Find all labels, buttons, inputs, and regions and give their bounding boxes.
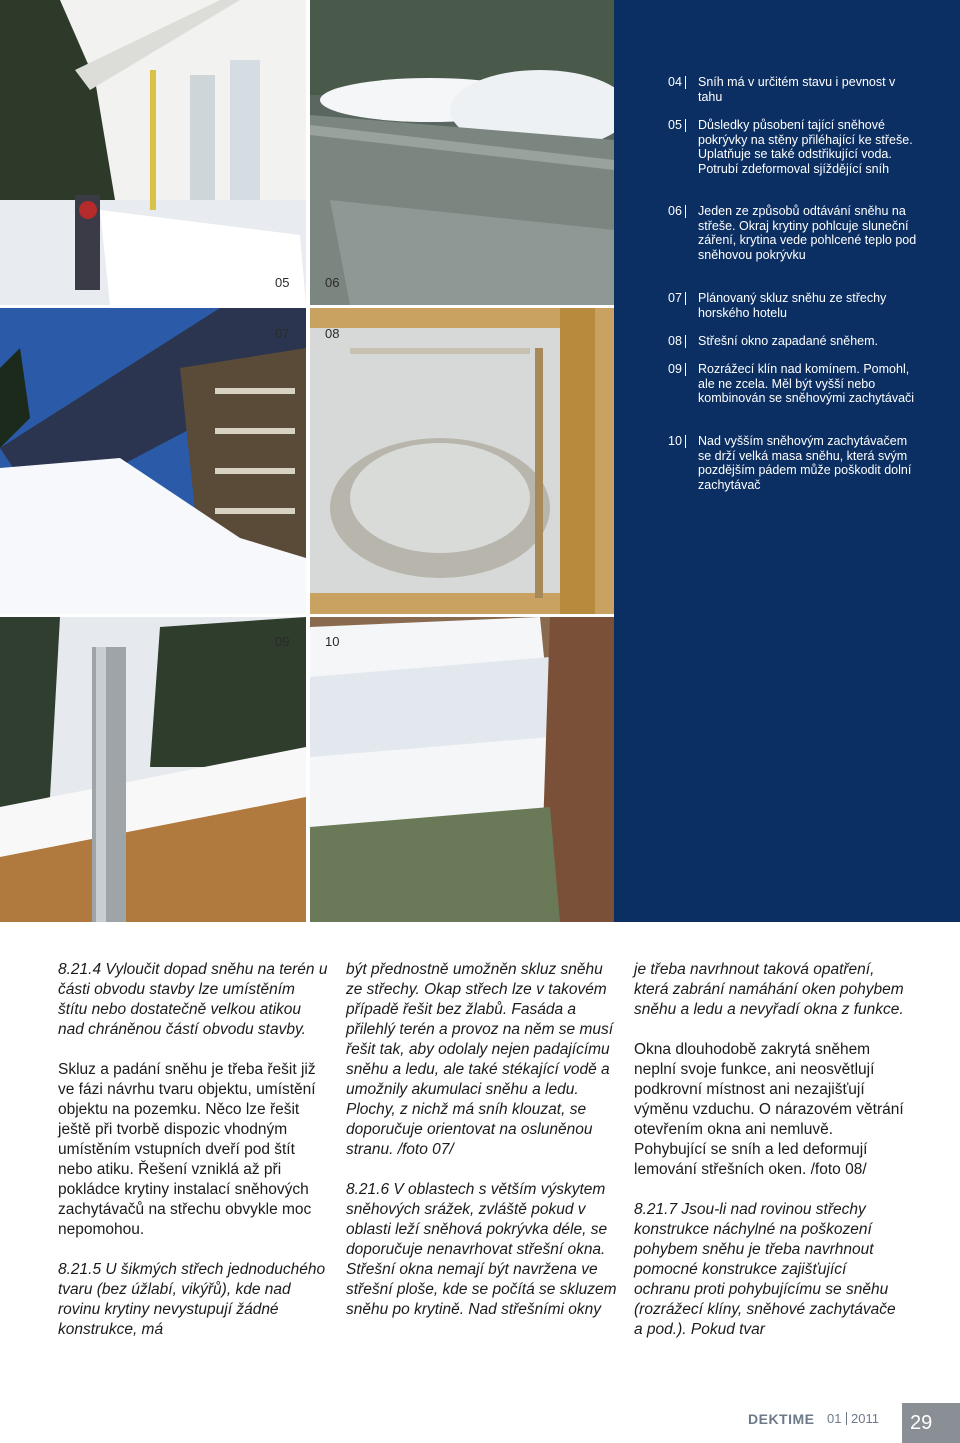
caption-09 [668,362,920,406]
caption-08 [668,334,920,349]
paragraph: 8.21.7 Jsou-li nad rovinou střechy konstrukce náchylné na poškození pohybem sněhu je třeba navrhnout pomocné konstrukce zajišťující ochranu proti pohybujícímu se sněhu (rozrážecí klíny, sněhové zachytávače a pod.). Pokud tvar [634,1201,896,1338]
paragraph: 8.21.5 U šikmých střech jednoduchého tvaru (bez úžlabí, vikýřů), kde nad rovinu krytiny nevystupují žádné konstrukce, má [58,1261,326,1338]
caption-number: 08 [668,334,696,349]
caption-text: Nad vyšším sněhovým zachytávačem se drží velká masa sněhu, která svým pozdějším pádem může poškodit dolní zachytávač [698,434,912,492]
caption-04 [668,75,920,104]
photo-07 [0,308,306,614]
photo-number-09: 09 [275,634,290,649]
caption-number: 04 [668,75,696,90]
photo-09 [0,617,306,922]
caption-text: Jeden ze způsobů odtávání sněhu na střeše. Okraj krytiny pohlcuje sluneční záření, krytina vede pohlcené teplo pod sněhovou pokrývku [698,204,917,262]
photo-08 [310,308,614,614]
paragraph: je třeba navrhnout taková opatření, která zabrání namáhání oken pohybem sněhu a ledu a nevyřadí okna z funkce. [634,961,904,1018]
caption-06 [668,204,920,262]
photo-number-10: 10 [325,634,340,649]
issue-number: 01 [827,1411,842,1426]
text-column-1 [58,960,328,1360]
text-column-3 [634,960,906,1360]
paragraph: 8.21.6 V oblastech s větším výskytem sněhových srážek, zvláště pokud v oblasti leží sněhová pokrývka déle, se doporučuje nenavrhovat střešní okna. Střešní okna nemají být navržena ve střešní ploše, kde se počítá se skluzem sněhu po krytině. Nad střešními okny [346,1181,617,1318]
caption-number: 09 [668,362,696,377]
paragraph: Skluz a padání sněhu je třeba řešit již ve fázi návrhu tvaru objektu, umístění objektu na pozemku. Něco lze řešit ještě při tvorbě dispozic vhodným umístěním vstupních dveří pod štít nebo atiku. Řešení vzniklá až při pokládce krytiny instalací sněhových zachytávačů na střechu obvykle moc nepomohou. [58,1061,316,1238]
text-column-2 [346,960,618,1340]
caption-10 [668,434,920,492]
photo-05 [0,0,306,305]
paragraph: Okna dlouhodobě zakrytá sněhem neplní svoje funkce, ani neosvětlují podkrovní místnost ani nezajišťují výměnu vzduchu. O nárazovém větrání otevřením okna ani nemluvě. Pohybující se sníh a led deformují lemování střešních oken. /foto 08/ [634,1041,904,1178]
caption-text: Střešní okno zapadané sněhem. [698,334,878,348]
photo-10 [310,617,614,922]
caption-05 [668,118,920,176]
photo-number-07: 07 [275,326,290,341]
paragraph: být přednostně umožněn skluz sněhu ze střechy. Okap střech lze v takovém případě řešit bez žlabů. Fasáda a přilehlý terén a provoz na něm se musí řešit tak, aby odolaly nejen padajícímu sněhu a ledu, ale také stékající vodě a umožnily akumulaci sněhu a ledu. Plochy, z nichž má sníh klouzat, se doporučuje orientovat na osluněnou stranu. /foto 07/ [346,961,614,1158]
page-number: 29 [902,1403,960,1443]
caption-number: 05 [668,118,696,133]
photo-number-05: 05 [275,275,290,290]
caption-text: Rozrážecí klín nad komínem. Pomohl, ale ne zcela. Měl být vyšší nebo kombinován se sněhovými zachytávači [698,362,915,406]
footer-divider [846,1412,847,1425]
photo-06 [310,0,614,305]
caption-number: 07 [668,291,696,306]
paragraph: 8.21.4 Vyloučit dopad sněhu na terén u části obvodu stavby lze umístěním štítu nebo dostatečně velkou atikou nad chráněnou částí obvodu stavby. [58,961,328,1038]
caption-text: Plánovaný skluz sněhu ze střechy horského hotelu [698,291,887,320]
photo-number-08: 08 [325,326,340,341]
caption-text: Sníh má v určitém stavu i pevnost v tahu [698,75,896,104]
caption-number: 10 [668,434,696,449]
caption-number: 06 [668,204,696,219]
caption-text: Důsledky působení tající sněhové pokrývky na stěny přiléhající ke střeše. Uplatňuje se také odstřikující voda. Potrubí zdeformoval sjíždějící sníh [698,118,913,176]
issue-year: 2011 [851,1411,879,1426]
caption-07 [668,291,920,320]
magazine-brand: DEKTIME [748,1411,815,1427]
photo-number-06: 06 [325,275,340,290]
